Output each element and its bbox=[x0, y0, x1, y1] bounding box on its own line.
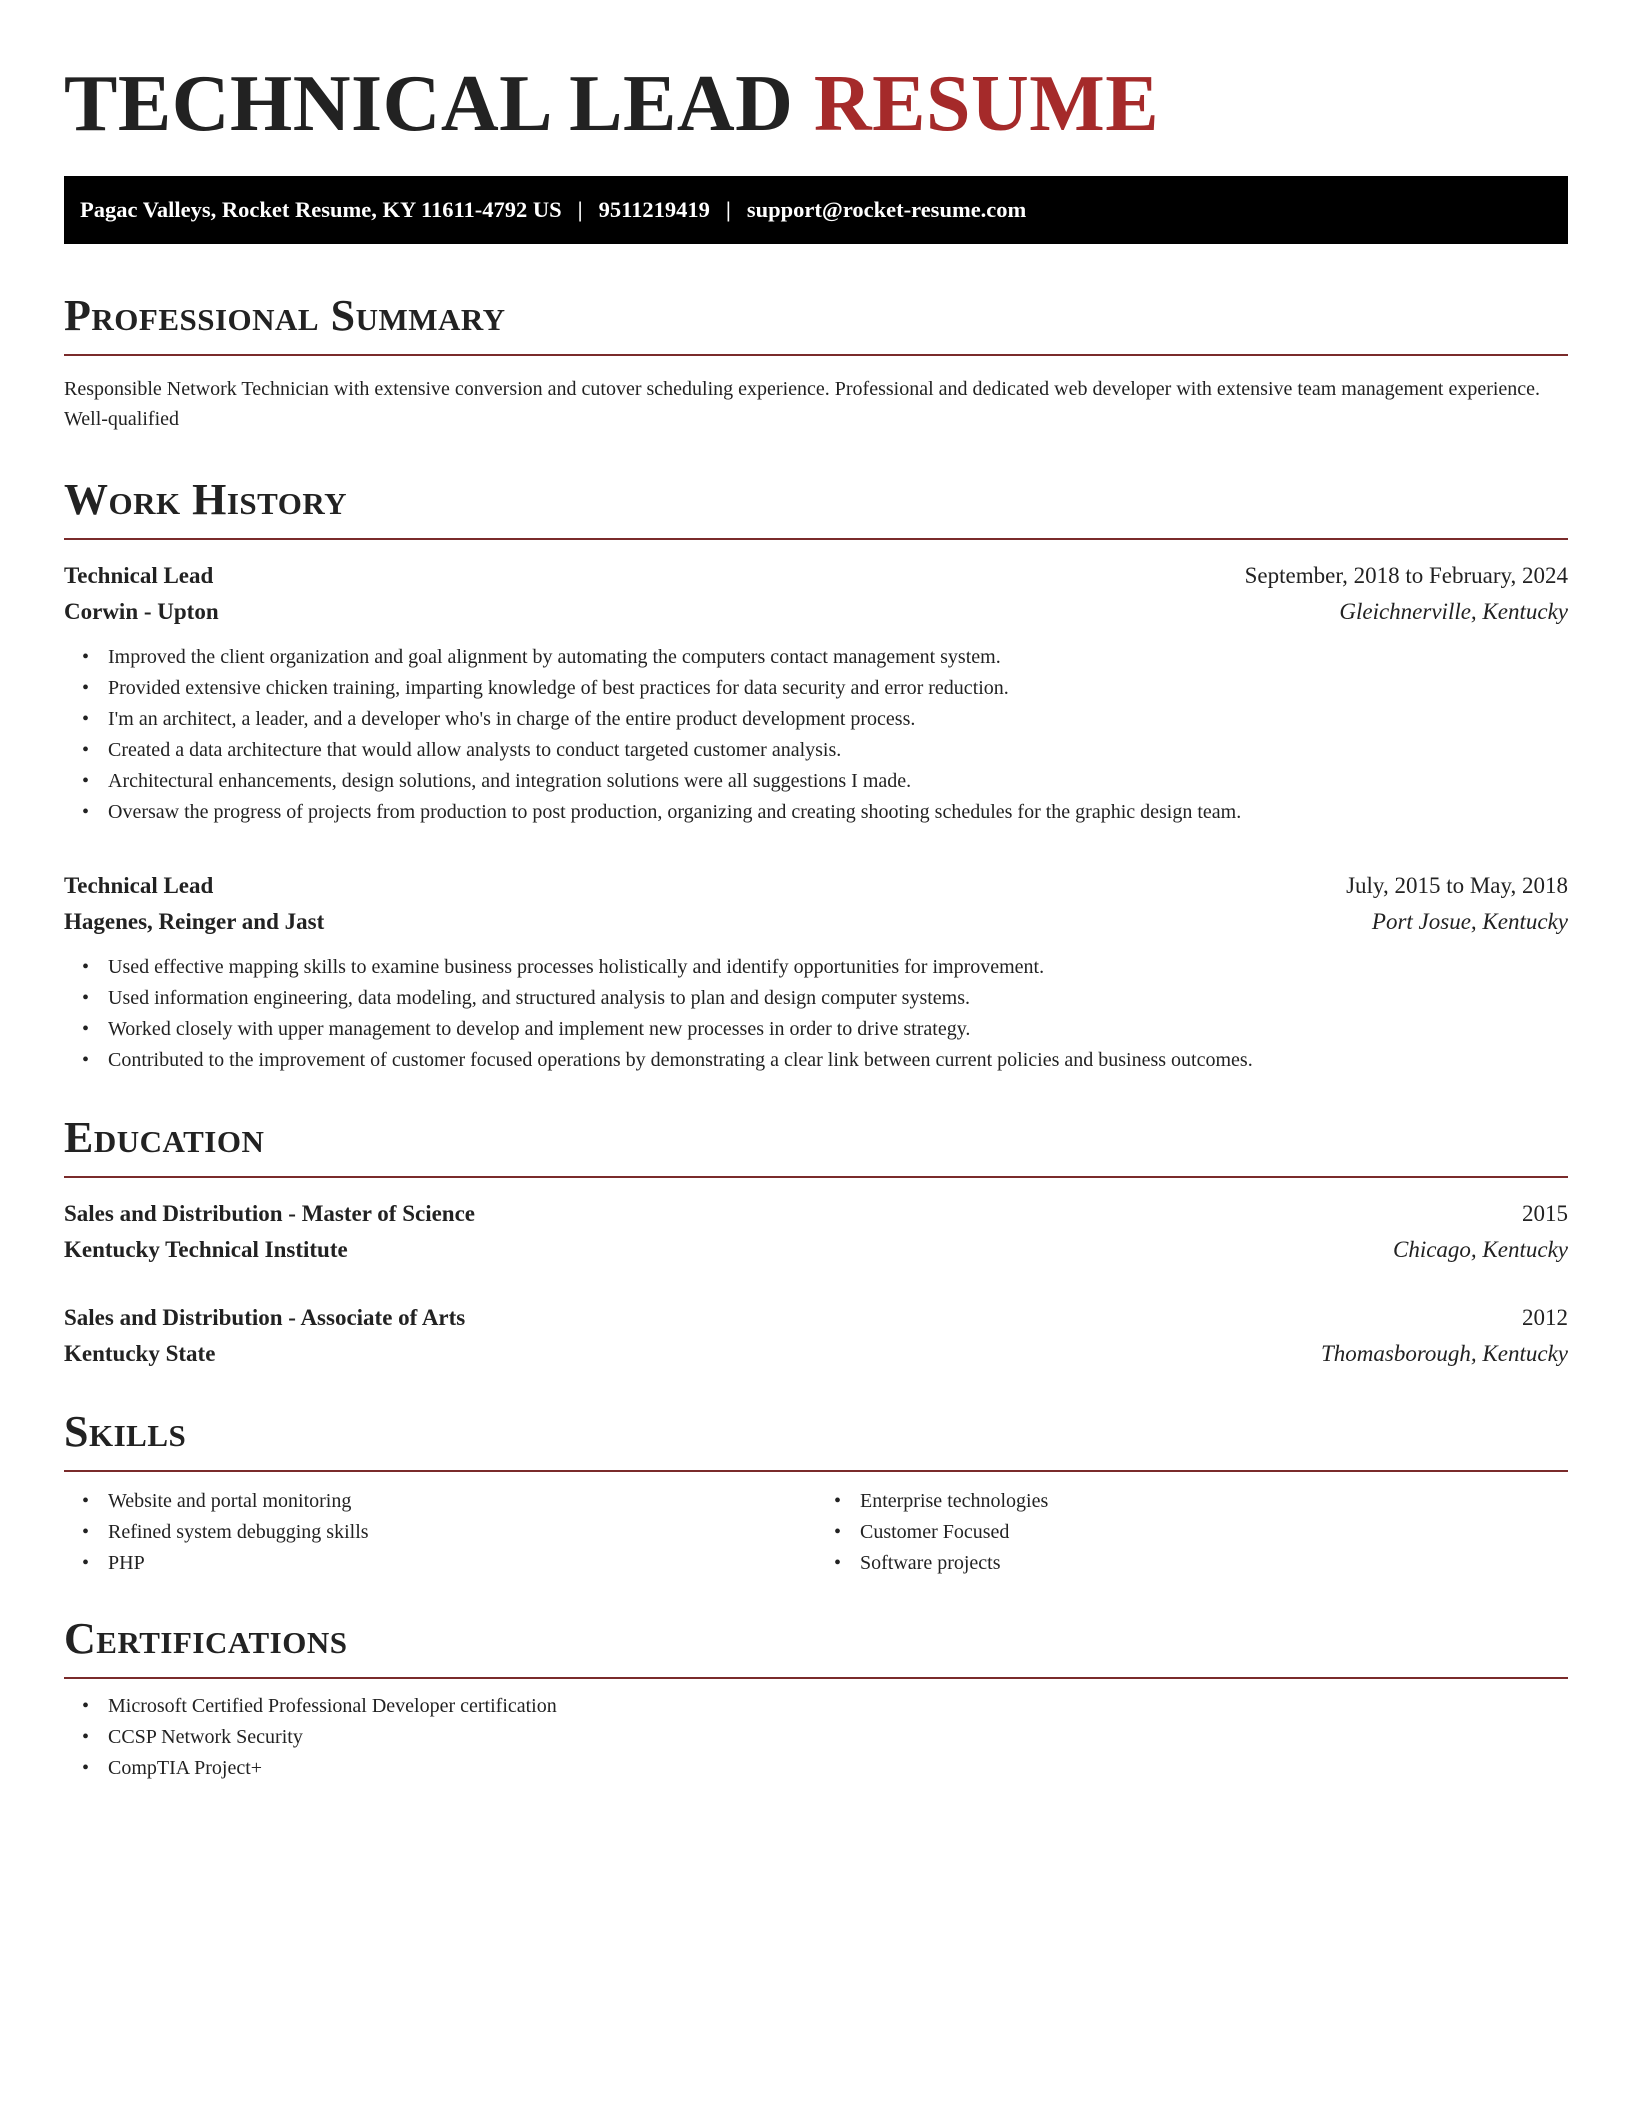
job-location: Port Josue, Kentucky bbox=[1371, 909, 1568, 934]
job-bullet: • Created a data architecture that would allow analysts to conduct targeted customer analysis. bbox=[108, 735, 1568, 766]
job-bullet: • Improved the client organization and goal alignment by automating the computers contact management system. bbox=[108, 642, 1568, 673]
certification-item: • Microsoft Certified Professional Developer certification bbox=[108, 1691, 1568, 1722]
section-divider bbox=[64, 538, 1568, 540]
education-degree: Sales and Distribution - Master of Science bbox=[64, 1201, 476, 1226]
skills-section bbox=[64, 1406, 1568, 1579]
contact-phone: 9511219419 bbox=[598, 197, 710, 222]
certification-item: • CompTIA Project+ bbox=[108, 1753, 1568, 1784]
job-bullet: • Provided extensive chicken training, imparting knowledge of best practices for data security and error reduction. bbox=[108, 673, 1568, 704]
job-company: Corwin - Upton bbox=[64, 599, 219, 624]
contact-separator: | bbox=[725, 197, 731, 222]
job-title: Technical Lead bbox=[64, 563, 214, 588]
section-divider bbox=[64, 354, 1568, 356]
job-bullet: • Contributed to the improvement of customer focused operations by demonstrating a clear link between current policies and business outcomes. bbox=[108, 1045, 1568, 1076]
job-dates: September, 2018 to February, 2024 bbox=[1244, 563, 1568, 588]
job-bullet: • Oversaw the progress of projects from production to post production, organizing and creating shooting schedules for the graphic design team. bbox=[108, 797, 1568, 828]
job-bullet: • Worked closely with upper management to develop and implement new processes in order to drive strategy. bbox=[108, 1014, 1568, 1045]
certification-item: • CCSP Network Security bbox=[108, 1722, 1568, 1753]
contact-separator: | bbox=[577, 197, 583, 222]
section-heading-summary: Professional Summary bbox=[64, 291, 506, 340]
section-divider bbox=[64, 1470, 1568, 1472]
education-entry bbox=[64, 1300, 1568, 1372]
job-location: Gleichnerville, Kentucky bbox=[1339, 599, 1568, 624]
education-school: Kentucky Technical Institute bbox=[64, 1237, 348, 1262]
education-school: Kentucky State bbox=[64, 1341, 216, 1366]
section-heading-skills: Skills bbox=[64, 1407, 187, 1456]
contact-bar bbox=[64, 176, 1568, 244]
job-title-row bbox=[64, 558, 1568, 594]
certifications-list bbox=[64, 1691, 1568, 1784]
section-heading-certifications: Certifications bbox=[64, 1614, 348, 1663]
skills-list-right bbox=[816, 1486, 1568, 1579]
job-bullet-list bbox=[64, 642, 1568, 828]
contact-email: support@rocket-resume.com bbox=[746, 197, 1027, 222]
education-location: Thomasborough, Kentucky bbox=[1320, 1341, 1568, 1366]
summary-text: Responsible Network Technician with extensive conversion and cutover scheduling experience. Professional and dedicated web developer with extensive team management experience. Well-qualified bbox=[64, 378, 1541, 430]
summary-section bbox=[64, 290, 1568, 434]
job-bullet: • Architectural enhancements, design solutions, and integration solutions were all suggestions I made. bbox=[108, 766, 1568, 797]
education-school-row bbox=[64, 1336, 1568, 1372]
education-school-row bbox=[64, 1232, 1568, 1268]
section-divider bbox=[64, 1677, 1568, 1679]
education-year: 2015 bbox=[1522, 1201, 1568, 1226]
job-company-row bbox=[64, 594, 1568, 630]
education-location: Chicago, Kentucky bbox=[1392, 1237, 1568, 1262]
education-section bbox=[64, 1112, 1568, 1372]
job-company: Hagenes, Reinger and Jast bbox=[64, 909, 325, 934]
skill-item: • PHP bbox=[108, 1548, 816, 1579]
education-year: 2012 bbox=[1522, 1305, 1568, 1330]
section-heading-work-history: Work History bbox=[64, 475, 348, 524]
resume-title bbox=[64, 58, 1568, 150]
title-accent: RESUME bbox=[813, 60, 1160, 148]
skill-item: • Customer Focused bbox=[860, 1517, 1568, 1548]
skills-list-left bbox=[64, 1486, 816, 1579]
skill-item: • Refined system debugging skills bbox=[108, 1517, 816, 1548]
job-bullet-list bbox=[64, 952, 1568, 1076]
work-history-section bbox=[64, 474, 1568, 1076]
job-title-row bbox=[64, 868, 1568, 904]
job-bullet: • Used effective mapping skills to examine business processes holistically and identify opportunities for improvement. bbox=[108, 952, 1568, 983]
section-divider bbox=[64, 1176, 1568, 1178]
job-bullet: • Used information engineering, data modeling, and structured analysis to plan and design computer systems. bbox=[108, 983, 1568, 1014]
education-degree: Sales and Distribution - Associate of Arts bbox=[64, 1305, 466, 1330]
skills-grid bbox=[64, 1486, 1568, 1579]
job-title: Technical Lead bbox=[64, 873, 214, 898]
job-entry bbox=[64, 558, 1568, 828]
job-company-row bbox=[64, 904, 1568, 940]
contact-address: Pagac Valleys, Rocket Resume, KY 11611-4792 US bbox=[80, 197, 562, 222]
job-bullet: • I'm an architect, a leader, and a developer who's in charge of the entire product development process. bbox=[108, 704, 1568, 735]
skill-item: • Enterprise technologies bbox=[860, 1486, 1568, 1517]
education-entry bbox=[64, 1196, 1568, 1268]
education-degree-row bbox=[64, 1300, 1568, 1336]
title-main: TECHNICAL LEAD bbox=[64, 60, 794, 148]
job-entry bbox=[64, 868, 1568, 1076]
section-heading-education: Education bbox=[64, 1113, 265, 1162]
education-degree-row bbox=[64, 1196, 1568, 1232]
skill-item: • Software projects bbox=[860, 1548, 1568, 1579]
job-dates: July, 2015 to May, 2018 bbox=[1346, 873, 1568, 898]
skill-item: • Website and portal monitoring bbox=[108, 1486, 816, 1517]
certifications-section bbox=[64, 1613, 1568, 1784]
